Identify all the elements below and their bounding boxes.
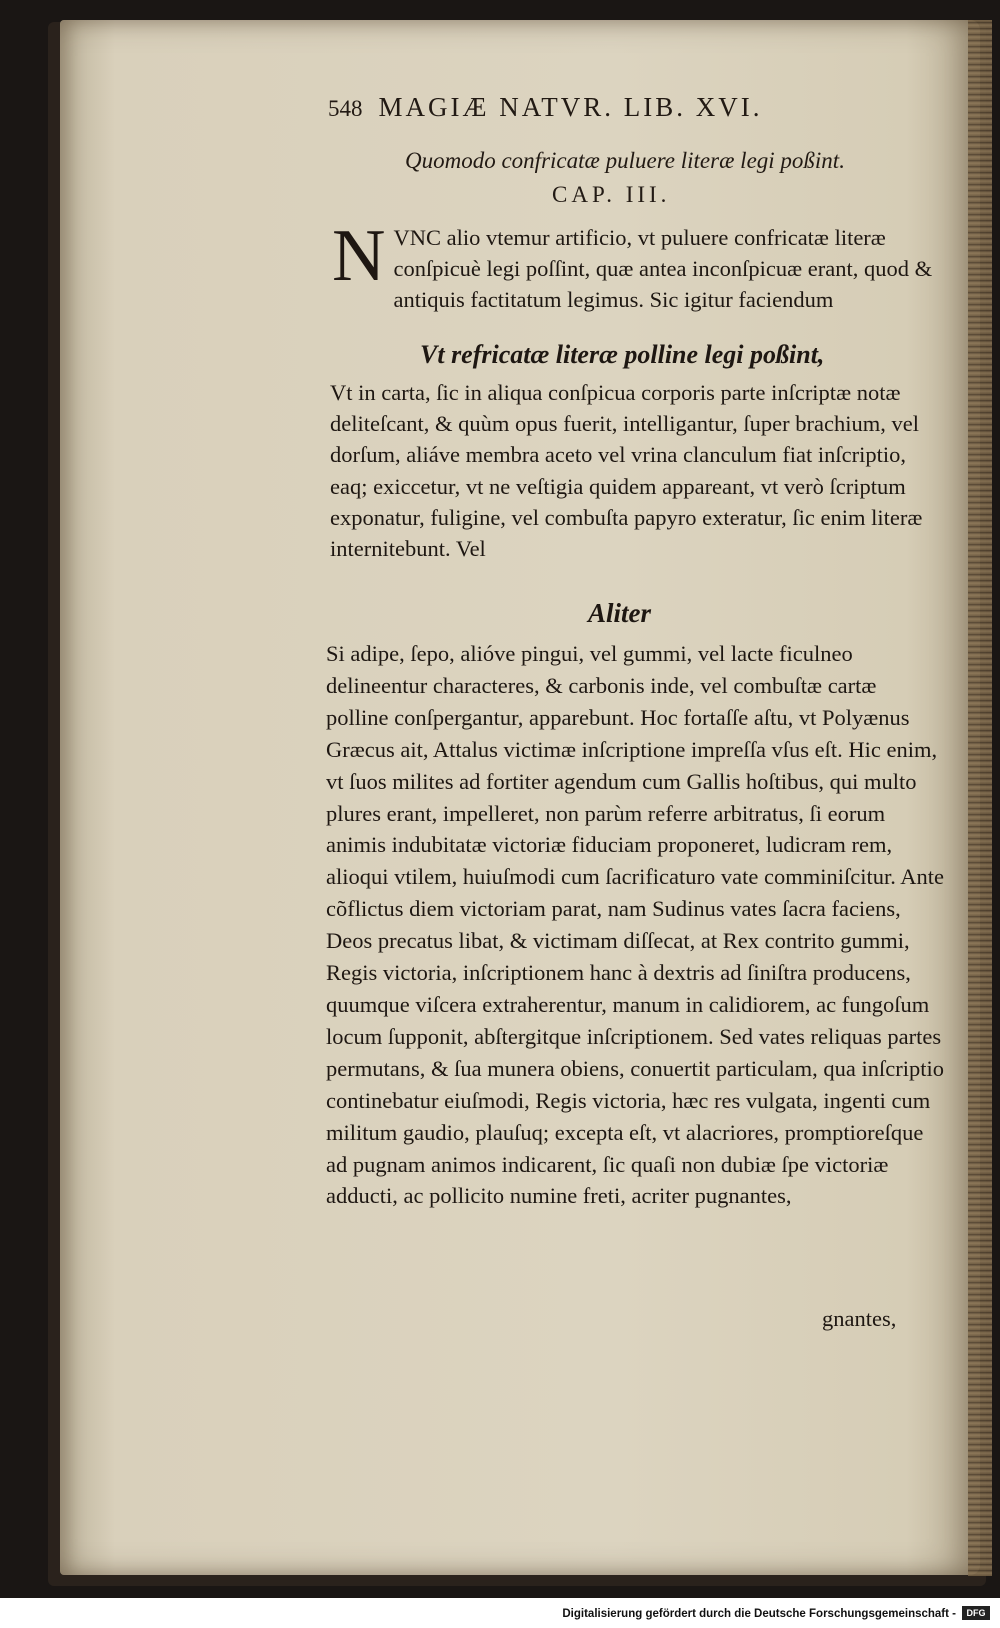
- paragraph-3-text: Si adipe, ſepo, alióve pingui, vel gummi, vel lacte ficulneo delineentur characteres, & carbonis inde, vel combuſtæ cartæ polline conſpergantur, apparebunt. Hoc fortaſſe aſtu, vt Polyænus Græcus ait, Attalus victimæ inſcriptione impreſſa vſus eſt. Hic enim, vt ſuos milites ad fortiter agendum cum Gallis hoſtibus, qui multo plures erant, impelleret, non parùm referre arbitratus, ſi eorum animis indubitatæ victoriæ fiduciam proponeret, ludicram rem, alioqui vtilem, huiuſmodi cum ſacrificaturo vate comminiſcitur. Ante cõflictus diem victoriam parat, nam Sudinus vates ſacra faciens, Deos precatus libat, & victimam diſſecat, at Rex contrito gummi, Regis victoria, inſcriptionem hanc à dextris ad ſiniſtra producens, quumque viſcera extraherentur, manum in calidiorem, ac fungoſum locum ſupponit, abſtergitque inſcriptionem. Sed vates reliquas partes permutans, & ſua munera obiens, conuertit particulam, qua inſcriptio continebatur eiuſmodi, Regis victoria, hæc res vulgata, ingenti cum militum gaudio, plauſuq; excepta eſt, vt alacriores, promptioreſque ad pugnam animos indicarent, ſic quaſi non dubiæ ſpe victoriæ adducti, ac pollicito numine freti, acriter pugnantes,: [326, 641, 944, 1209]
- subheading-2: Aliter: [588, 598, 652, 628]
- running-head: [328, 92, 888, 123]
- running-title: MAGIÆ NATVR. LIB. XVI.: [378, 92, 763, 122]
- paragraph-1: [332, 215, 942, 316]
- paragraph-2: [330, 377, 942, 564]
- catchword: gnantes,: [822, 1306, 897, 1331]
- footer-credit: Digitalisierung gefördert durch die Deutsche Forschungsgemeinschaft -: [562, 1608, 956, 1620]
- chapter-number: CAP. III.: [552, 182, 671, 207]
- paragraph-2-text: Vt in carta, ſic in aliqua conſpicua corporis parte inſcriptæ notæ deliteſcant, & quùm opus fuerit, intelligantur, ſuper brachium, vel dorſum, aliáve membra aceto vel vrina clanculum fiat inſcriptio, eaq; exiccetur, vt ne veſtigia quidem appareant, vt verò ſcriptum exponatur, fuligine, vel combuſta papyro exteratur, ſic enim literæ internitebunt. Vel: [330, 380, 923, 562]
- page-edges: [968, 20, 992, 1576]
- drop-cap: N: [332, 215, 386, 297]
- page-number: 548: [328, 96, 363, 121]
- chapter-title: Quomodo confricatæ puluere literæ legi poßint.: [405, 148, 845, 173]
- dfg-logo-icon: DFG: [962, 1606, 990, 1620]
- paragraph-3: [326, 638, 944, 1212]
- subheading-1: Vt refricatæ literæ polline legi poßint,: [420, 340, 825, 369]
- paragraph-1-text: VNC alio vtemur artificio, vt puluere confricatæ literæ conſpicuè legi poſſint, quæ antea inconſpicuæ erant, quod & antiquis factitatum legimus. Sic igitur faciendum: [393, 225, 933, 313]
